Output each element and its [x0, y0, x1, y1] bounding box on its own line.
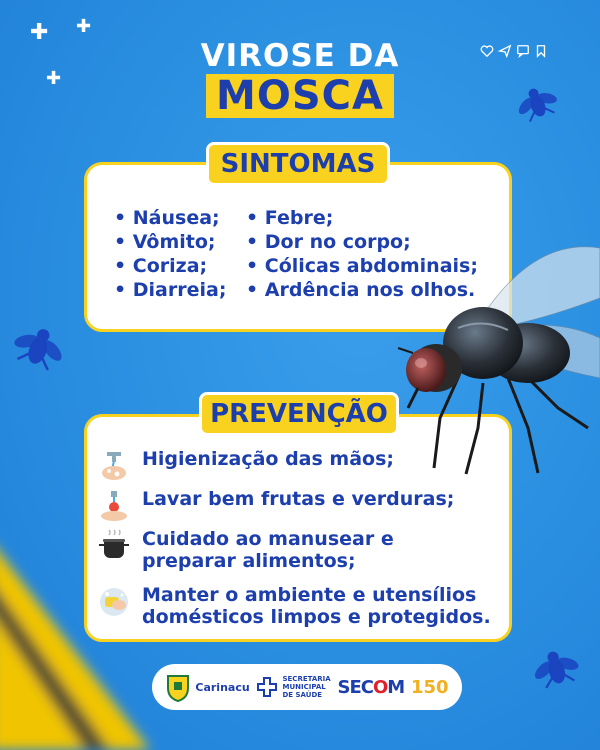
list-item: [96, 528, 394, 572]
city-crest-icon: [165, 672, 191, 702]
fly-silhouette-icon: [528, 640, 584, 696]
comment-icon: [516, 44, 530, 58]
city-name: Carinacu: [195, 680, 250, 694]
secom-logo: [337, 677, 404, 698]
bookmark-icon: [534, 44, 548, 58]
health-label: SECRETARIA: [282, 675, 331, 683]
secom-text: O: [372, 676, 388, 698]
secom-text: M: [387, 676, 405, 698]
prevention-text-line: domésticos limpos e protegidos.: [142, 606, 491, 628]
title-line-1: VIROSE DA: [200, 38, 400, 74]
send-icon: [498, 44, 512, 58]
symptoms-heading: SINTOMAS: [206, 142, 390, 186]
list-item: • Vômito;: [114, 230, 226, 254]
list-item: • Febre;: [246, 206, 478, 230]
social-icons: [480, 44, 548, 58]
list-item: • Diarreia;: [114, 278, 226, 302]
sparkle-icon: ✚: [30, 20, 49, 45]
prevention-text-line: Cuidado ao manusear e: [142, 528, 394, 550]
secom-text: SEC: [337, 676, 373, 698]
heart-icon: [480, 44, 494, 58]
list-item: [96, 488, 454, 524]
housefly-illustration: [388, 238, 600, 478]
prevention-text-line: Lavar bem frutas e verduras;: [142, 488, 455, 510]
health-cross-icon: [256, 676, 278, 698]
list-item: • Ardência nos olhos.: [246, 278, 478, 302]
list-item: • Náusea;: [114, 206, 226, 230]
title-line-2: MOSCA: [206, 74, 394, 118]
prevention-text-line: Manter o ambiente e utensílios: [142, 584, 477, 606]
health-label: MUNICIPAL: [282, 683, 326, 691]
prevention-text-line: preparar alimentos;: [142, 550, 356, 572]
health-label: DE SAÚDE: [282, 691, 323, 699]
hand-washing-icon: [96, 448, 132, 484]
list-item: • Dor no corpo;: [246, 230, 478, 254]
list-item: [96, 584, 491, 628]
cleaning-sponge-icon: [96, 584, 132, 620]
cooking-pot-icon: [96, 528, 132, 564]
health-secretariat-logo: [256, 675, 330, 699]
symptoms-list-left: [114, 206, 226, 302]
list-item: • Coriza;: [114, 254, 226, 278]
fruit-washing-icon: [96, 488, 132, 524]
prevention-heading: PREVENÇÃO: [199, 392, 399, 436]
footer-logos: [152, 664, 462, 710]
city-logo: [165, 672, 249, 702]
fly-silhouette-icon: [8, 316, 70, 378]
sparkle-icon: ✚: [76, 16, 92, 37]
prevention-text-line: Higienização das mãos;: [142, 448, 395, 470]
list-item: • Cólicas abdominais;: [246, 254, 478, 278]
sparkle-icon: ✚: [46, 68, 62, 89]
anniversary-logo: 150: [411, 676, 449, 698]
list-item: [96, 448, 394, 484]
